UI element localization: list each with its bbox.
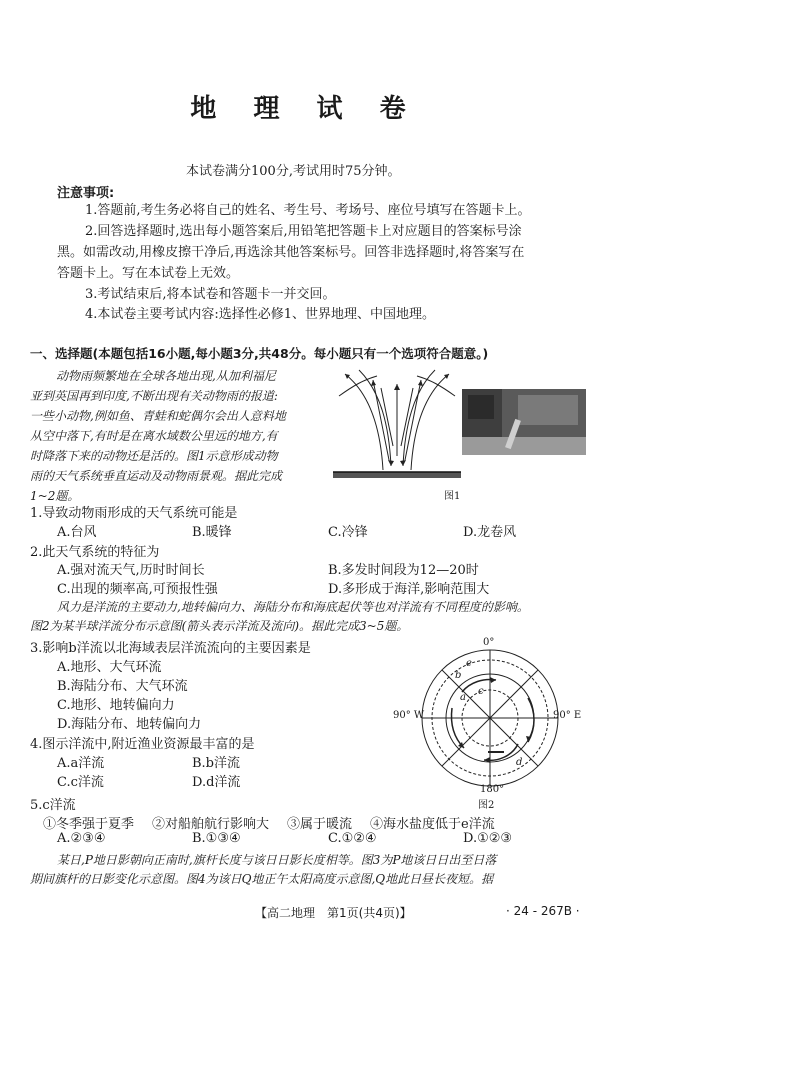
question-5-option: A.②③④ [57, 831, 106, 846]
passage1-line: 一些小动物,例如鱼、青蛙和蛇偶尔会出人意料地 [30, 409, 286, 423]
question-1-option: D.龙卷风 [463, 525, 517, 540]
question-5-stem: 5.c洋流 [30, 798, 76, 813]
question-5-option: B.①③④ [192, 831, 241, 846]
notice-item: 2.回答选择题时,选出每小题答案后,用铅笔把答题卡上对应题目的答案标号涂 [85, 224, 522, 239]
question-1-option: B.暖锋 [192, 525, 232, 540]
fig2-label-bottom: 180° [480, 784, 505, 795]
question-5-statement: ④海水盐度低于e洋流 [370, 817, 495, 832]
question-4-option: C.c洋流 [57, 775, 104, 790]
question-2-option: C.出现的频率高,可预报性强 [57, 582, 218, 597]
page-title: 地 理 试 卷 [190, 94, 420, 124]
fig1-animal-rain-photo [462, 389, 586, 455]
question-5-statement: ①冬季强于夏季 [43, 817, 135, 832]
fig2-current-label-e: e [466, 658, 472, 669]
passage1-line: 亚到英国再到印度,不断出现有关动物雨的报道: [30, 389, 278, 403]
notice-item: 1.答题前,考生务必将自己的姓名、考生号、考场号、座位号填写在答题卡上。 [85, 203, 531, 218]
question-3-stem: 3.影响b洋流以北海域表层洋流流向的主要因素是 [30, 641, 311, 656]
fig2-current-label-a: a [460, 692, 466, 703]
page-footer-center: 【高二地理 第1页(共4页)】 [255, 906, 412, 920]
notice-item: 答题卡上。写在本试卷上无效。 [57, 266, 240, 281]
exam-subtitle: 本试卷满分100分,考试用时75分钟。 [186, 164, 401, 179]
question-2-option: D.多形成于海洋,影响范围大 [328, 582, 490, 597]
question-1-option: C.冷锋 [328, 525, 368, 540]
passage2-line: 风力是洋流的主要动力,地转偏向力、海陆分布和海底起伏等也对洋流有不同程度的影响。 [57, 600, 529, 614]
fig2-current-label-d: d [516, 757, 523, 768]
question-1-option: A.台风 [57, 525, 97, 540]
question-3-option: D.海陆分布、地转偏向力 [57, 717, 202, 732]
question-4-stem: 4.图示洋流中,附近渔业资源最丰富的是 [30, 737, 255, 752]
question-5-statement: ③属于暖流 [287, 817, 353, 832]
question-5-option: C.①②④ [328, 831, 377, 846]
question-3-option: A.地形、大气环流 [57, 660, 162, 675]
notice-item: 3.考试结束后,将本试卷和答题卡一并交回。 [85, 287, 336, 302]
fig2-caption: 图2 [478, 800, 495, 811]
passage3-line: 期间旗杆的日影变化示意图。图4为该日Q地正午太阳高度示意图,Q地此日昼长夜短。据 [30, 872, 494, 886]
question-5-statement: ②对船舶航行影响大 [152, 817, 270, 832]
fig2-current-label-c: c [478, 686, 484, 697]
question-2-option: B.多发时间段为12—20时 [328, 563, 479, 578]
section-heading: 一、选择题(本题包括16小题,每小题3分,共48分。每小题只有一个选项符合题意。) [30, 346, 489, 361]
fig2-current-label-b: b [455, 670, 462, 681]
passage2-line: 图2为某半球洋流分布示意图(箭头表示洋流及流向)。据此完成3~5题。 [30, 619, 409, 633]
fig2-label-right: 90° E [553, 710, 582, 721]
fig1-caption: 图1 [444, 491, 461, 502]
passage1-line: 动物雨频繁地在全球各地出现,从加利福尼 [56, 369, 276, 383]
question-4-option: D.d洋流 [192, 775, 241, 790]
question-1-stem: 1.导致动物雨形成的天气系统可能是 [30, 506, 238, 521]
question-4-option: B.b洋流 [192, 756, 241, 771]
notice-item: 黑。如需改动,用橡皮擦干净后,再选涂其他答案标号。回答非选择题时,将答案写在 [57, 245, 525, 260]
passage1-line: 时降落下来的动物还是活的。图1示意形成动物 [30, 449, 278, 463]
passage3-line: 某日,P地日影朝向正南时,旗杆长度与该日日影长度相等。图3为P地该日日出至日落 [57, 853, 497, 867]
passage1-line: 雨的天气系统垂直运动及动物雨景观。据此完成 [30, 469, 283, 483]
fig1-vertical-motion-diagram [333, 366, 461, 482]
question-3-option: C.地形、地转偏向力 [57, 698, 175, 713]
question-3-option: B.海陆分布、大气环流 [57, 679, 188, 694]
notice-heading: 注意事项: [57, 186, 115, 201]
passage1-line: 1~2题。 [30, 489, 80, 503]
passage1-line: 从空中落下,有时是在离水域数公里远的地方,有 [30, 429, 278, 443]
question-5-option: D.①②③ [463, 831, 513, 846]
fig2-label-left: 90° W [393, 710, 425, 721]
notice-item: 4.本试卷主要考试内容:选择性必修1、世界地理、中国地理。 [85, 307, 436, 322]
question-2-stem: 2.此天气系统的特征为 [30, 545, 160, 560]
page-footer-code: · 24 - 267B · [506, 904, 580, 918]
question-2-option: A.强对流天气,历时时间长 [57, 563, 205, 578]
fig2-label-top: 0° [483, 637, 495, 648]
question-4-option: A.a洋流 [57, 756, 105, 771]
